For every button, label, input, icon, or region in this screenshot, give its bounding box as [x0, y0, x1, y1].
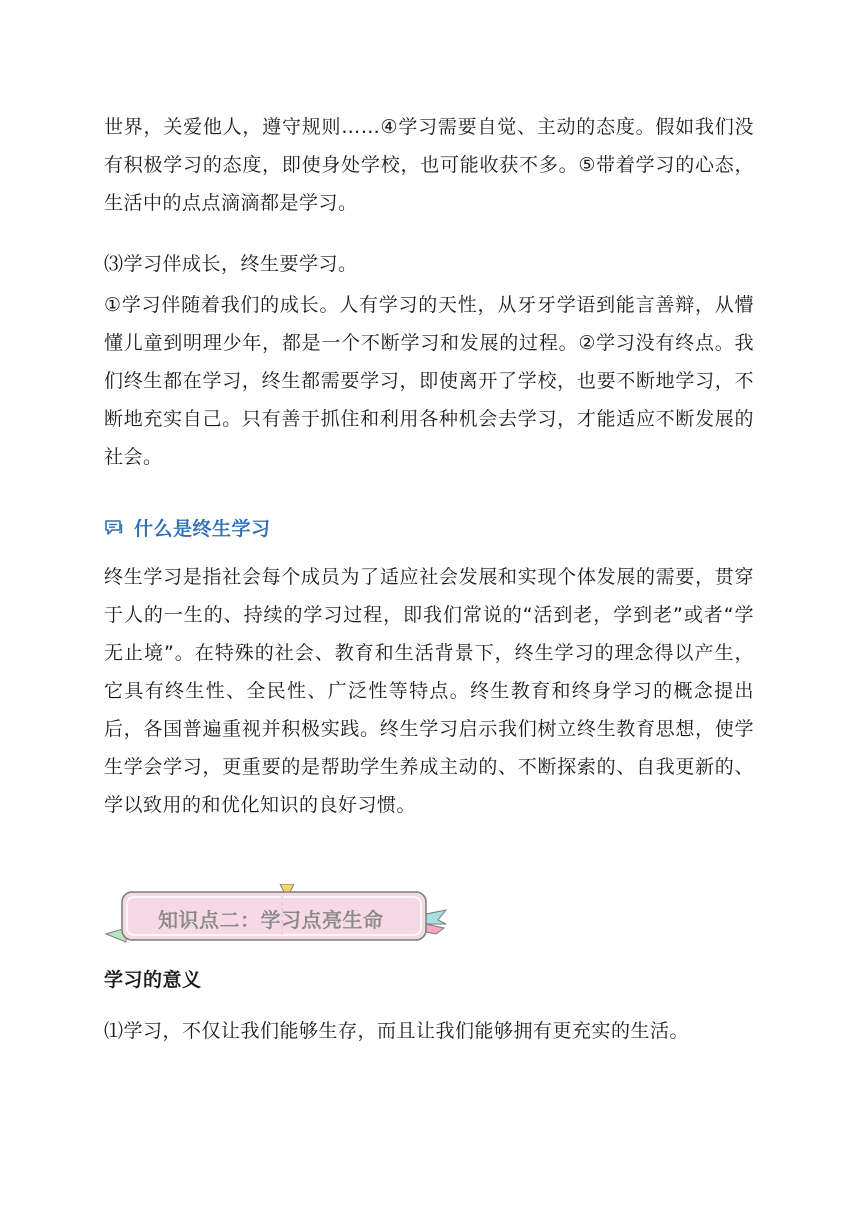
paragraph-attitude: 世界，关爱他人，遵守规则……④学习需要自觉、主动的态度。假如我们没有积极学习的态度，即使身处学校，也可能收获不多。⑤带着学习的心态，生活中的点点滴滴都是学习。	[104, 116, 754, 214]
callout-title: 什么是终生学习	[134, 518, 271, 540]
paragraph-lifelong-learning: 终生学习是指社会每个成员为了适应社会发展和实现个体发展的需要，贯穿于人的一生的、持续的学习过程，即我们常说的“活到老，学到老”或者“学无止境”。在特殊的社会、教育和生活背景下，终生学习的理念得以产生，它具有终生性、全民性、广泛性等特点。终生教育和终身学习的概念提出后，各国普遍重视并积极实践。终生学习启示我们树立终生教育思想，使学生学会学习，更重要的是帮助学生养成主动的、不断探索的、自我更新的、学以致用的和优化知识的良好习惯。	[104, 566, 754, 816]
subheading-meaning: 学习的意义	[104, 969, 202, 991]
paragraph-meaning-1: ⑴学习，不仅让我们能够生存，而且让我们能够拥有更充实的生活。	[104, 1020, 690, 1042]
speech-bubble-icon	[104, 518, 124, 538]
banner-label: 知识点二：学习点亮生命	[158, 908, 384, 932]
section-banner	[104, 884, 448, 946]
callout-header	[104, 514, 271, 541]
paragraph-learning-growth: ①学习伴随着我们的成长。人有学习的天性，从牙牙学语到能言善辩，从懵懂儿童到明理少年，都是一个不断学习和发展的过程。②学习没有终点。我们终生都在学习，终生都需要学习，即使离开了学校，也要不断地学习，不断地充实自己。只有善于抓住和利用各种机会去学习，才能适应不断发展的社会。	[104, 294, 754, 468]
heading-lifelong-growth: ⑶学习伴成长，终生要学习。	[104, 253, 358, 275]
